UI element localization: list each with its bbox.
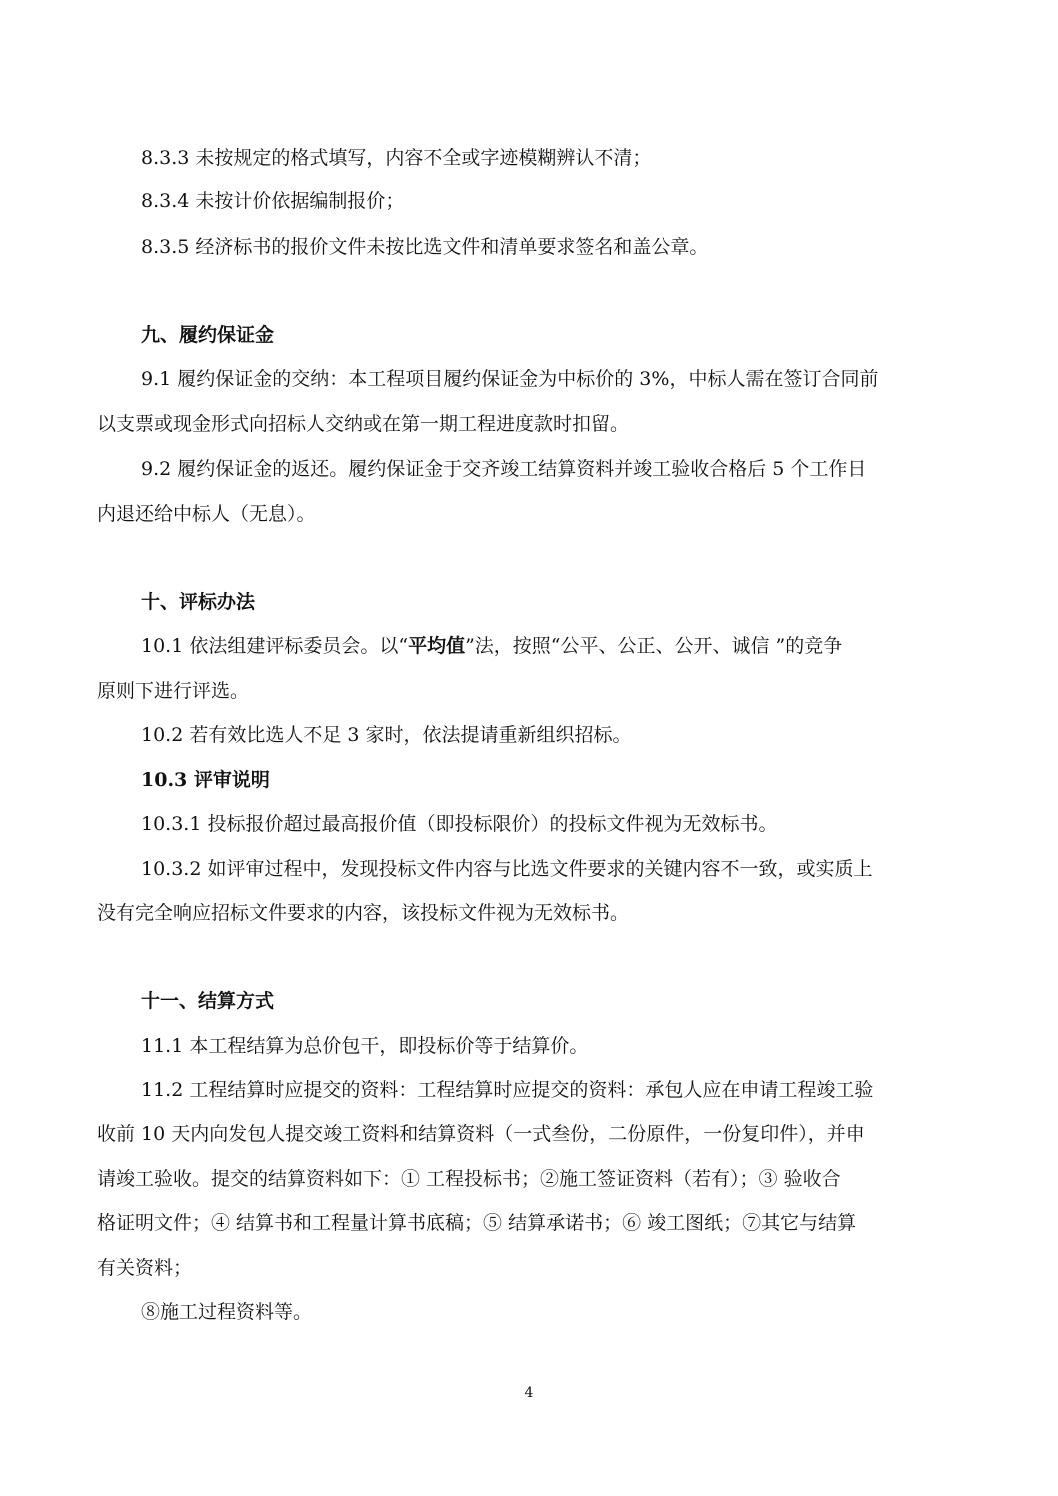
clause-11-2-line-6: ⑧施工过程资料等。 xyxy=(141,1301,313,1323)
clause-10-2: 10.2 若有效比选人不足 3 家时，依法提请重新组织招标。 xyxy=(141,724,632,746)
section-heading-10: 十、评标办法 xyxy=(141,591,256,613)
section-heading-11: 十一、结算方式 xyxy=(141,990,275,1012)
page-number: 4 xyxy=(524,1385,534,1401)
clause-10-3-2-line-1: 10.3.2 如评审过程中，发现投标文件内容与比选文件要求的关键内容不一致，或实质上 xyxy=(141,858,873,880)
clause-11-2-line-5: 有关资料； xyxy=(97,1257,193,1279)
clause-8-3-4: 8.3.4 未按计价依据编制报价； xyxy=(141,190,405,212)
clause-8-3-5: 8.3.5 经济标书的报价文件未按比选文件和清单要求签名和盖公章。 xyxy=(141,236,709,258)
clause-10-3-1: 10.3.1 投标报价超过最高报价值（即投标限价）的投标文件视为无效标书。 xyxy=(141,813,778,835)
clause-11-2-line-1: 11.2 工程结算时应提交的资料：工程结算时应提交的资料：承包人应在申请工程竣工验 xyxy=(141,1079,874,1101)
clause-11-2-line-4: 格证明文件；④ 结算书和工程量计算书底稿；⑤ 结算承诺书；⑥ 竣工图纸；⑦其它与结算 xyxy=(97,1212,857,1234)
clause-10-1-emphasis: 平均值 xyxy=(408,635,466,657)
clause-10-3-2-line-2: 没有完全响应招标文件要求的内容，该投标文件视为无效标书。 xyxy=(97,902,630,924)
section-heading-9: 九、履约保证金 xyxy=(141,324,275,346)
clause-11-2-line-2: 收前 10 天内向发包人提交竣工资料和结算资料（一式叁份，二份原件，一份复印件），并申 xyxy=(97,1123,865,1145)
clause-9-2-line-1: 9.2 履约保证金的返还。履约保证金于交齐竣工结算资料并竣工验收合格后 5 个工作日 xyxy=(141,458,867,480)
clause-8-3-3: 8.3.3 未按规定的格式填写，内容不全或字迹模糊辨认不清； xyxy=(141,147,652,169)
clause-10-3-heading: 10.3 评审说明 xyxy=(141,769,270,791)
clause-9-2-line-2: 内退还给中标人（无息）。 xyxy=(97,503,316,525)
clause-9-1-line-1: 9.1 履约保证金的交纳：本工程项目履约保证金为中标价的 3%，中标人需在签订合同前 xyxy=(141,368,879,390)
clause-9-1-line-2: 以支票或现金形式向招标人交纳或在第一期工程进度款时扣留。 xyxy=(97,413,630,435)
clause-10-1-text-b: ”法，按照“公平、公正、公开、诚信 ”的竞争 xyxy=(465,635,843,657)
clause-10-1-text-a: 10.1 依法组建评标委员会。以“ xyxy=(141,635,409,657)
clause-10-1-line-1 xyxy=(141,634,842,658)
clause-10-1-line-2: 原则下进行评选。 xyxy=(97,680,250,702)
clause-11-1: 11.1 本工程结算为总价包干，即投标价等于结算价。 xyxy=(141,1035,589,1057)
clause-11-2-line-3: 请竣工验收。提交的结算资料如下：① 工程投标书；②施工签证资料（若有）；③ 验收合 xyxy=(97,1168,841,1190)
